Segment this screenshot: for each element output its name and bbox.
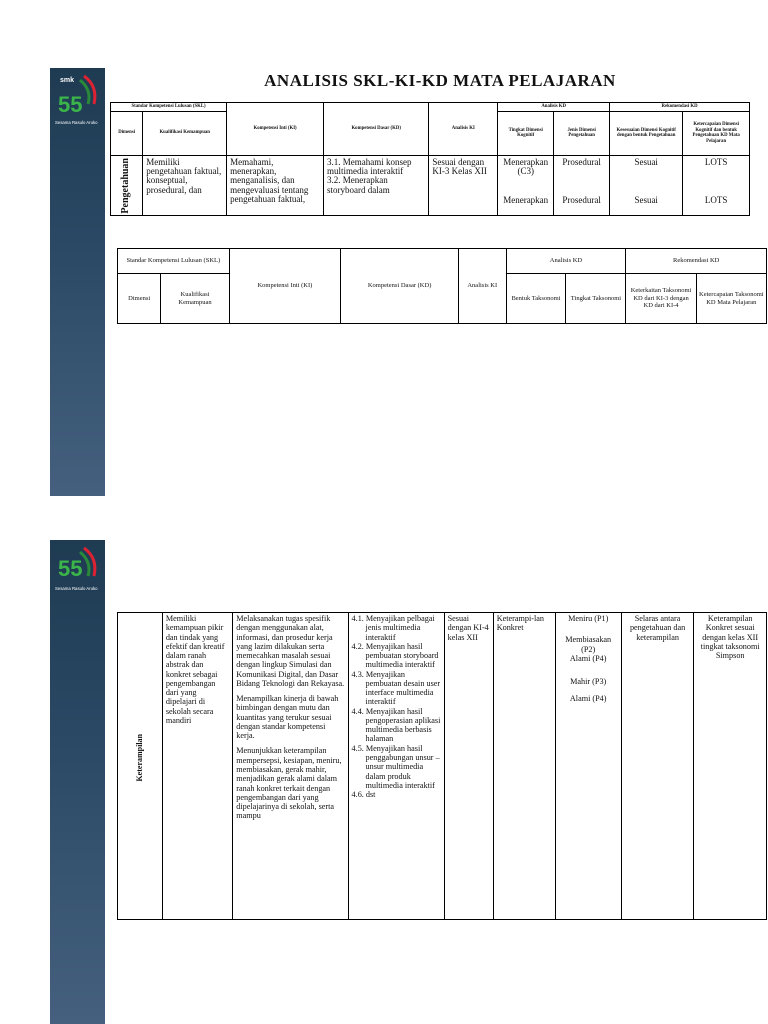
cell-tingkat-1: Menerapkan (C3) <box>503 156 549 176</box>
school-logo <box>54 544 101 602</box>
slide-1 <box>50 68 768 496</box>
header-kd: Kompetensi Dasar (KD) <box>323 103 428 156</box>
header-jenis: Jenis Dimensi Pengetahuan <box>554 111 610 155</box>
header-analisis-ki: Analisis KI <box>429 103 498 156</box>
sidebar-decoration <box>50 68 105 496</box>
keterampilan-table <box>117 612 767 920</box>
header-skl: Standar Kompetensi Lulusan (SKL) <box>118 249 230 274</box>
kd-item: 4.4. Menyajikan hasil pengoperasian aplikasi multimedia berbasis halaman <box>351 706 441 744</box>
header-analisis-kd: Analisis KD <box>498 103 610 112</box>
cell-kd <box>348 613 444 920</box>
tingkat-item: Alami (P4) <box>569 694 607 704</box>
logo-text-bottom: Sesama Rasulo Aruko <box>55 586 98 591</box>
header-keterkaitan: Keterkaitan Taksonomi KD dari KI-3 dengan KD dari KI-4 <box>626 274 696 324</box>
cell-kd <box>323 155 428 216</box>
cell-bentuk: Keterampi-lan Konkret <box>493 613 555 920</box>
table-row <box>118 613 767 920</box>
cell-ketercapaian-1: LOTS <box>704 156 728 167</box>
kd-item: 4.6. dst <box>351 790 376 800</box>
cell-tingkat-2: Menerapkan <box>503 195 549 206</box>
skl-keterampilan-header-table <box>117 248 767 324</box>
table-row <box>111 155 750 216</box>
cell-dimensi: Keterampilan <box>135 734 145 782</box>
header-kualifikasi: Kualifikasi Kemampuan <box>161 274 229 324</box>
cell-analisis-ki: Sesuai dengan KI-4 kelas XII <box>444 613 493 920</box>
header-kualifikasi: Kualifikasi Kemampuan <box>143 111 227 155</box>
cell-jenis-1: Prosedural <box>562 156 601 167</box>
ki-paragraph: Menampilkan kinerja di bawah bimbingan dengan mutu dan kuantitas yang terukur sesuai dengan standar kompetensi kerja. <box>236 694 339 741</box>
header-rekomendasi-kd: Rekomendasi KD <box>610 103 750 112</box>
header-dimensi: Dimensi <box>111 111 143 155</box>
kd-item: 4.3. Menyajikan pembuatan desain user interface multimedia interaktif <box>351 669 441 707</box>
header-dimensi: Dimensi <box>118 274 161 324</box>
header-kd: Kompetensi Dasar (KD) <box>341 249 459 324</box>
svg-text:55: 55 <box>58 556 83 581</box>
header-analisis-ki: Analisis KI <box>459 249 507 324</box>
header-rekomendasi-kd: Rekomendasi KD <box>626 249 767 274</box>
ki-paragraph: Menunjukkan keterampilan mempersepsi, kesiapan, meniru, membiasakan, gerak mahir, menjadikan gerak alami dalam ranah konkret terkait dengan pengembangan dari yang dipelajarinya di sekolah, serta mampu <box>236 746 342 821</box>
tingkat-item: Mahir (P3) <box>570 677 607 687</box>
header-ki: Kompetensi Inti (KI) <box>229 249 341 324</box>
header-ki: Kompetensi Inti (KI) <box>227 103 324 156</box>
cell-ki: Memahami, menerapkan, menganalisis, dan mengevaluasi tentang pengetahuan faktual, <box>227 155 324 216</box>
tingkat-item: Meniru (P1) <box>568 614 609 623</box>
cell-dimensi: Pengetahuan <box>120 157 132 214</box>
logo-text-top: smk <box>60 77 75 84</box>
header-ketercapaian: Ketercapaian Dimensi Kognitif dan bentuk Pengetahuan KD Mata Pelajaran <box>683 111 750 155</box>
header-ketercapaian: Ketercapaian Taksonomi KD Mata Pelajaran <box>696 274 766 324</box>
header-kesesuaian: Kesesuaian Dimensi Kognitif dengan bentuk Pengetahuan <box>610 111 683 155</box>
header-bentuk: Bentuk Taksonomi <box>506 274 566 324</box>
skl-pengetahuan-table <box>110 102 750 216</box>
header-tingkat: Tingkat Dimensi Kognitif <box>498 111 554 155</box>
kd-item: 3.1. Memahami konsep multimedia interaktif <box>326 156 412 176</box>
sidebar-decoration <box>50 540 105 1024</box>
page-title: ANALISIS SKL-KI-KD MATA PELAJARAN <box>264 71 616 90</box>
header-tingkat: Tingkat Taksonomi <box>566 274 626 324</box>
cell-tingkat <box>555 613 621 920</box>
ki-paragraph: Melaksanakan tugas spesifik dengan menggunakan alat, informasi, dan prosedur kerja yang lazim dilakukan serta memecahkan masalah sesuai dengan lingkup Simulasi dan Komunikasi Digital, dan Dasar Bidang Teknologi dan Rekayasa. <box>236 614 345 688</box>
header-skl: Standar Kompetensi Lulusan (SKL) <box>111 103 227 112</box>
tingkat-item: Alami (P4) <box>569 653 607 663</box>
cell-ketercapaian: Keterampilan Konkret sesuai dengan kelas XII tingkat taksonomi Simpson <box>694 613 767 920</box>
slide-2 <box>50 540 768 1024</box>
school-logo <box>54 72 101 130</box>
cell-kesesuaian-2: Sesuai <box>634 195 658 206</box>
header-analisis-kd: Analisis KD <box>506 249 626 274</box>
swoosh-decoration <box>50 663 105 1024</box>
cell-kualifikasi: Memiliki pengetahuan faktual, konseptual, prosedural, dan <box>143 155 227 216</box>
cell-ki <box>233 613 348 920</box>
cell-ketercapaian-2: LOTS <box>704 195 728 206</box>
kd-item: 4.2. Menyajikan hasil pembuatan storyboard multimedia interaktif <box>351 641 439 670</box>
svg-text:55: 55 <box>58 92 83 117</box>
kd-item: 4.1. Menyajikan pelbagai jenis multimedia interaktif <box>351 614 435 642</box>
cell-kualifikasi: Memiliki kemampuan pikir dan tindak yang efektif dan kreatif dalam ranah abstrak dan konkret sebagai pengembangan dari yang dipelajari di sekolah secara mandiri <box>162 613 232 920</box>
kd-item: 3.2. Menerapkan storyboard dalam <box>326 175 390 195</box>
kd-item: 4.5. Menyajikan hasil penggabungan unsur – unsur multimedia dalam produk multimedia interaktif <box>351 743 440 790</box>
cell-kesesuaian-1: Sesuai <box>634 156 658 167</box>
cell-analisis-ki: Sesuai dengan KI-3 Kelas XII <box>429 155 498 216</box>
cell-keterkaitan: Selaras antara pengetahuan dan keterampilan <box>621 613 694 920</box>
logo-text-bottom: Sesama Rasulo Aruko <box>55 120 98 125</box>
swoosh-decoration <box>50 191 105 496</box>
cell-jenis-2: Prosedural <box>562 195 601 206</box>
tingkat-item: Membiasakan (P2) <box>565 635 612 654</box>
